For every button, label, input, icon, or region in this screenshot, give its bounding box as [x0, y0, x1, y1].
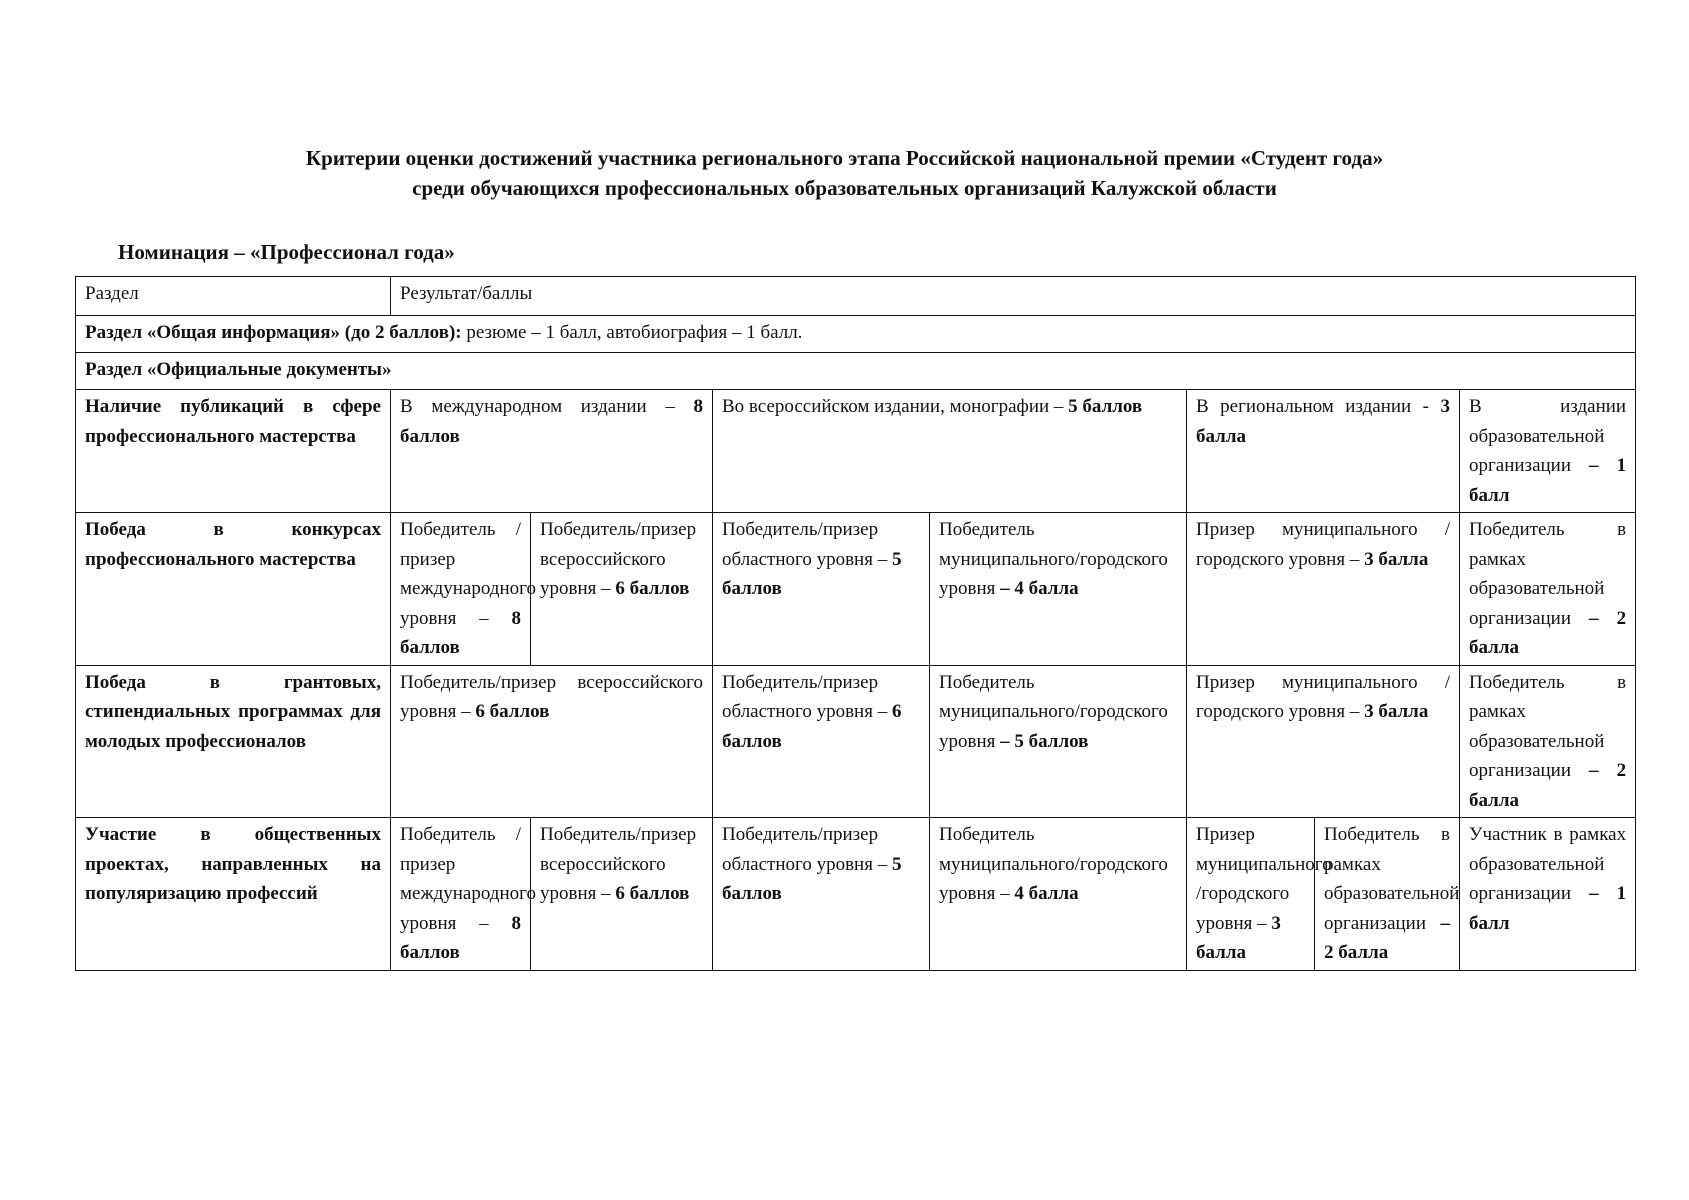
result-text: Во всероссийском издании, монографии –: [722, 396, 1069, 417]
result-cell: [930, 665, 1187, 818]
result-score: 4 балла: [1014, 883, 1079, 904]
result-cell: [531, 513, 713, 666]
result-text: Победитель/призер областного уровня –: [722, 519, 892, 570]
result-cell: [531, 818, 713, 971]
result-cell: [1315, 818, 1460, 971]
title-line-1: Критерии оценки достижений участника регионального этапа Российской национальной премии «Студент года»: [305, 146, 1384, 170]
result-score: – 2 балла: [1324, 912, 1450, 963]
document-title: [0, 143, 1689, 203]
result-text: Призер муниципального /городского уровня –: [1196, 671, 1450, 722]
result-score: 6 баллов: [615, 578, 690, 599]
result-score: 6 баллов: [615, 883, 690, 904]
row-name: Победа в конкурсах профессионального мастерства: [76, 513, 391, 666]
result-score: – 5 баллов: [1000, 730, 1089, 752]
result-text: Победитель/призер областного уровня –: [722, 824, 892, 875]
result-cell: [1187, 390, 1460, 513]
result-text: Победитель/призер областного уровня –: [722, 671, 892, 722]
result-score: 5 баллов: [722, 548, 902, 599]
result-text: В региональном издании -: [1196, 396, 1441, 417]
result-text: Победитель/призер всероссийского уровня –: [540, 824, 697, 904]
result-cell: [1460, 818, 1636, 971]
result-cell: [713, 665, 930, 818]
result-cell: [713, 513, 930, 666]
result-score: – 2 балла: [1469, 607, 1627, 658]
result-text: В международном издании –: [400, 396, 694, 417]
result-cell: [391, 665, 713, 818]
result-cell: [713, 818, 930, 971]
result-cell: [930, 818, 1187, 971]
result-text: Победитель/призер всероссийского уровня –: [540, 519, 697, 599]
general-info-row: [76, 316, 1636, 353]
official-docs-cell: Раздел «Официальные документы»: [76, 353, 1636, 390]
row-name: Наличие публикаций в сфере профессионального мастерства: [76, 390, 391, 513]
general-info-cell: [76, 316, 1636, 353]
result-text: Победитель муниципального/городского уровня: [939, 671, 1168, 752]
result-text: В издании образовательной организации: [1469, 396, 1627, 476]
result-cell: [1460, 665, 1636, 818]
result-score: – 2 балла: [1469, 760, 1627, 811]
general-info-label: Раздел «Общая информация» (до 2 баллов):: [85, 322, 462, 343]
result-text: Победитель/призер всероссийского уровня –: [400, 671, 703, 722]
result-cell: [1187, 665, 1460, 818]
result-cell: [713, 390, 1187, 513]
row-name: Участие в общественных проектах, направленных на популяризацию профессий: [76, 818, 391, 971]
result-cell: [1187, 513, 1460, 666]
result-score: 8 баллов: [400, 396, 703, 447]
table-row: [76, 665, 1636, 818]
result-score: 6 баллов: [475, 701, 550, 722]
nomination-heading: Номинация – «Профессионал года»: [118, 240, 455, 264]
result-score: 5 баллов: [1068, 396, 1143, 417]
result-cell: [1460, 390, 1636, 513]
title-line-2: среди обучающихся профессиональных образовательных организаций Калужской области: [412, 176, 1277, 200]
general-info-rest: резюме – 1 балл, автобиография – 1 балл.: [461, 322, 803, 343]
result-text: Призер муниципального /городского уровня –: [1196, 824, 1332, 934]
result-score: 8 баллов: [400, 912, 521, 963]
table-row: [76, 390, 1636, 513]
result-score: 5 баллов: [722, 853, 902, 904]
result-cell: [391, 818, 536, 971]
table-header-row: [76, 277, 1636, 316]
criteria-table: [75, 276, 1636, 971]
result-cell: [1460, 513, 1636, 666]
result-score: 3 балла: [1196, 912, 1281, 963]
result-text: Победитель /призер международного уровня –: [400, 519, 536, 629]
result-text: Победитель муниципального/городского уровня –: [939, 824, 1168, 904]
result-text: Победитель в рамках образовательной организации: [1324, 824, 1460, 934]
result-score: 8 баллов: [400, 607, 521, 658]
result-text: Победитель /призер международного уровня –: [400, 824, 536, 934]
result-cell: [930, 513, 1187, 666]
table-row: [76, 513, 1636, 666]
result-text: Участник в рамках образовательной организации: [1469, 824, 1627, 904]
table-row: [76, 818, 1636, 971]
row-name: Победа в грантовых, стипендиальных программах для молодых профессионалов: [76, 665, 391, 818]
result-score: – 1 балл: [1469, 455, 1627, 506]
result-score: – 4 балла: [1000, 578, 1079, 599]
result-text: Победитель в рамках образовательной организации: [1469, 671, 1627, 781]
result-cell: [1187, 818, 1332, 971]
result-text: Призер муниципального /городского уровня –: [1196, 519, 1450, 570]
result-score: 3 балла: [1364, 548, 1429, 570]
result-score: 6 баллов: [722, 701, 902, 752]
official-docs-row: [76, 353, 1636, 390]
result-score: – 1 балл: [1469, 883, 1627, 934]
result-cell: [391, 513, 536, 666]
header-result: Результат/баллы: [391, 277, 1636, 316]
result-text: Победитель муниципального/городского уровня: [939, 519, 1168, 599]
result-score: 3 балла: [1364, 701, 1429, 722]
result-score: 3 балла: [1196, 396, 1450, 447]
result-cell: [391, 390, 713, 513]
result-text: Победитель в рамках образовательной организации: [1469, 519, 1627, 629]
header-section: Раздел: [76, 277, 391, 316]
